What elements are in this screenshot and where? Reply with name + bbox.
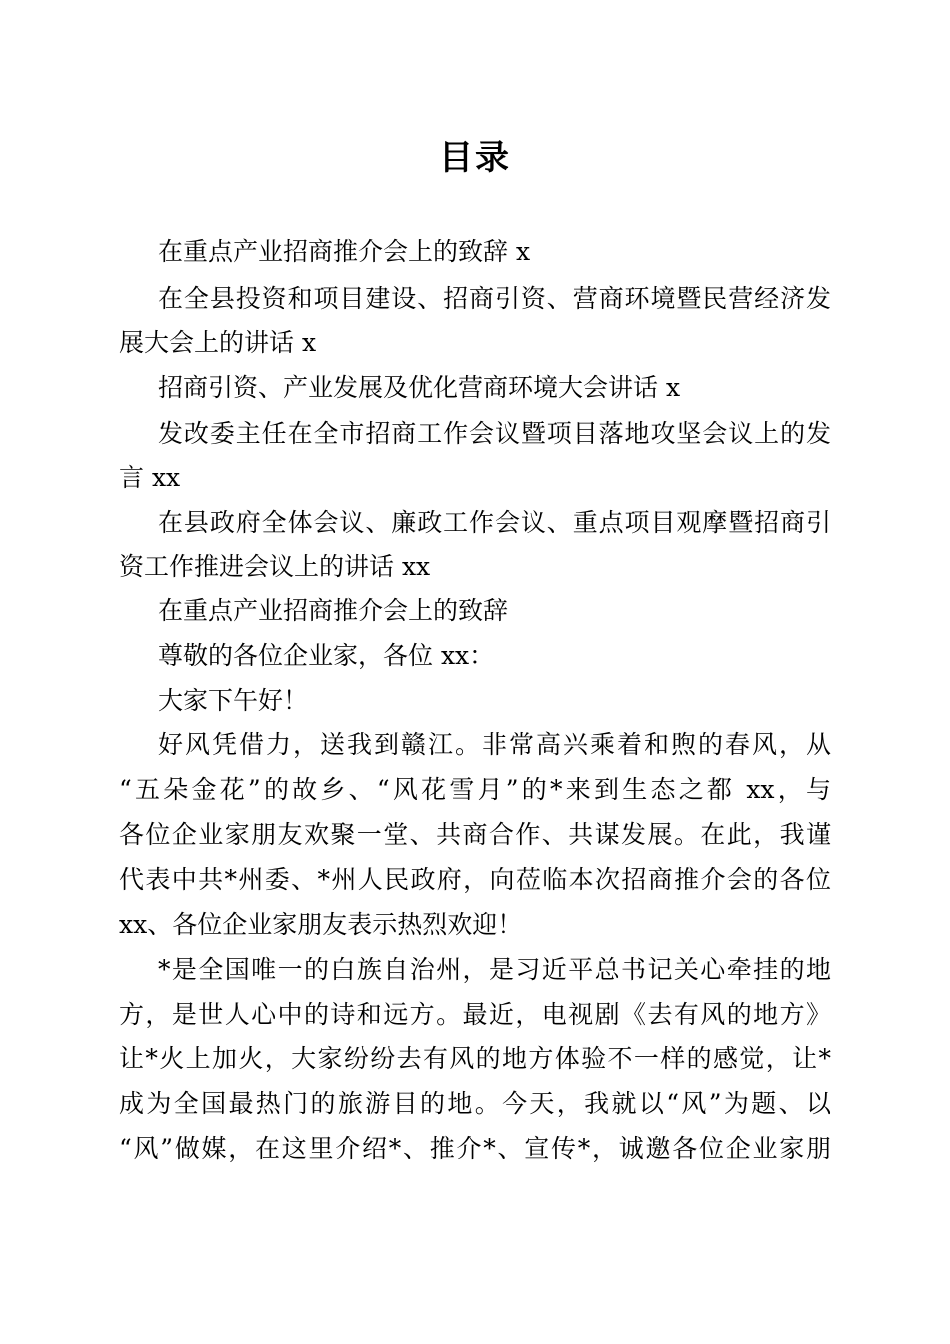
salutation: 尊敬的各位企业家，各位 xx： — [158, 641, 495, 670]
paragraph-1-line-1: 好风凭借力，送我到赣江。非常高兴乘着和煦的春风，从 — [158, 730, 831, 759]
paragraph-2-line-3: 让*火上加火，大家纷纷去有风的地方体验不一样的感觉，让* — [119, 1044, 831, 1073]
page-title: 目录 — [439, 138, 511, 178]
toc-entry-5-line-1: 在县政府全体会议、廉政工作会议、重点项目观摩暨招商引 — [158, 508, 831, 537]
paragraph-2-line-5: “风”做媒，在这里介绍*、推介*、宣传*，诚邀各位企业家朋 — [119, 1134, 831, 1163]
toc-entry-2-line-1: 在全县投资和项目建设、招商引资、营商环境暨民营经济发 — [158, 284, 831, 313]
paragraph-1-line-3: 各位企业家朋友欢聚一堂、共商合作、共谋发展。在此，我谨 — [119, 820, 831, 849]
speech-title: 在重点产业招商推介会上的致辞 — [158, 596, 509, 625]
toc-entry-4-line-1: 发改委主任在全市招商工作会议暨项目落地攻坚会议上的发 — [158, 419, 831, 448]
paragraph-2-line-2: 方，是世人心中的诗和远方。最近，电视剧《去有风的地方》 — [119, 1000, 831, 1029]
paragraph-1-line-5: xx、各位企业家朋友表示热烈欢迎！ — [119, 910, 523, 939]
toc-entry-5-line-2: 资工作推进会议上的讲话 xx — [119, 552, 431, 581]
toc-entry-1: 在重点产业招商推介会上的致辞 x — [158, 237, 531, 266]
paragraph-2-line-4: 成为全国最热门的旅游目的地。今天，我就以“风”为题、以 — [119, 1089, 831, 1118]
toc-entry-2-line-2: 展大会上的讲话 x — [119, 328, 317, 357]
toc-entry-4-line-2: 言 xx — [119, 463, 181, 492]
paragraph-2-line-1: *是全国唯一的白族自治州，是习近平总书记关心牵挂的地 — [158, 955, 831, 984]
toc-entry-3: 招商引资、产业发展及优化营商环境大会讲话 x — [158, 373, 681, 402]
paragraph-1-line-2: “五朵金花”的故乡、“风花雪月”的*来到生态之都 xx，与 — [119, 775, 831, 804]
greeting: 大家下午好！ — [158, 686, 309, 715]
paragraph-1-line-4: 代表中共*州委、*州人民政府，向莅临本次招商推介会的各位 — [119, 865, 831, 894]
